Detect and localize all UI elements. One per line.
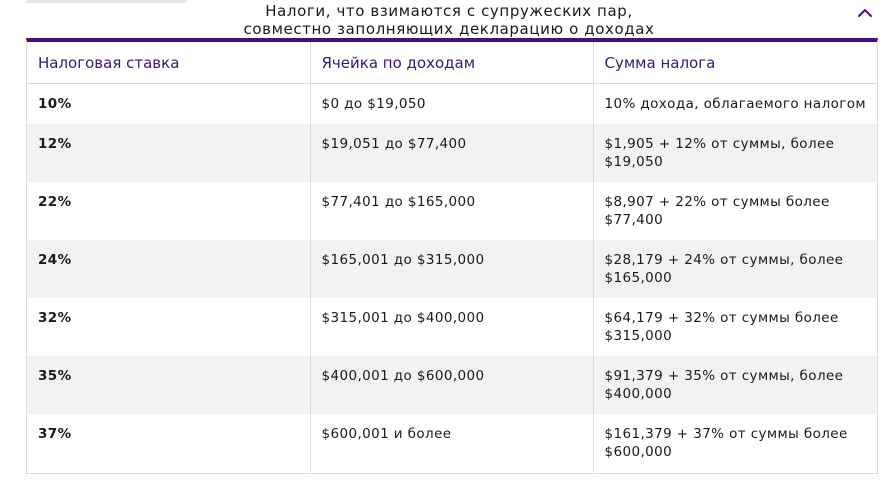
table-row bbox=[27, 240, 877, 298]
cell-rate: 22% bbox=[27, 182, 310, 240]
cell-rate: 37% bbox=[27, 414, 310, 473]
cell-bracket: $315,001 до $400,000 bbox=[310, 298, 593, 356]
table-title bbox=[200, 2, 698, 38]
cell-bracket: $19,051 до $77,400 bbox=[310, 124, 593, 182]
table-row bbox=[27, 298, 877, 356]
collapse-button[interactable] bbox=[854, 3, 876, 23]
divider bbox=[26, 0, 186, 3]
tax-table bbox=[26, 38, 878, 474]
table-row bbox=[27, 356, 877, 414]
header-tax-rate: Налоговая ставка bbox=[27, 42, 310, 84]
cell-bracket: $0 до $19,050 bbox=[310, 84, 593, 124]
table-header-row bbox=[27, 42, 877, 84]
table-row bbox=[27, 182, 877, 240]
cell-tax: $64,179 + 32% от суммы более $315,000 bbox=[604, 309, 839, 344]
cell-bracket: $400,001 до $600,000 bbox=[310, 356, 593, 414]
cell-bracket: $77,401 до $165,000 bbox=[310, 182, 593, 240]
table-row bbox=[27, 124, 877, 182]
cell-tax: $91,379 + 35% от суммы, более $400,000 bbox=[593, 356, 877, 414]
chevron-up-icon bbox=[857, 8, 873, 18]
cell-tax: $1,905 + 12% от суммы, более $19,050 bbox=[593, 124, 877, 182]
cell-bracket: $600,001 и более bbox=[310, 414, 593, 473]
cell-rate: 10% bbox=[27, 84, 310, 124]
table-title-line-2: совместно заполняющих декларацию о доходах bbox=[243, 20, 655, 38]
cell-bracket: $165,001 до $315,000 bbox=[310, 240, 593, 298]
header-income-bracket: Ячейка по доходам bbox=[310, 42, 593, 84]
cell-tax: $28,179 + 24% от суммы, более $165,000 bbox=[593, 240, 877, 298]
cell-tax: $161,379 + 37% от суммы более $600,000 bbox=[604, 425, 848, 460]
cell-rate: 24% bbox=[27, 240, 310, 298]
table-title-line-1: Налоги, что взимаются с супружеских пар, bbox=[265, 2, 633, 20]
cell-tax: 10% дохода, облагаемого налогом bbox=[604, 96, 866, 112]
cell-rate: 35% bbox=[27, 356, 310, 414]
table-row bbox=[27, 84, 877, 124]
cell-tax: $8,907 + 22% от суммы более $77,400 bbox=[604, 193, 830, 228]
cell-rate: 32% bbox=[27, 298, 310, 356]
header-tax-amount: Сумма налога bbox=[593, 42, 877, 84]
table-row bbox=[27, 414, 877, 473]
cell-rate: 12% bbox=[27, 124, 310, 182]
